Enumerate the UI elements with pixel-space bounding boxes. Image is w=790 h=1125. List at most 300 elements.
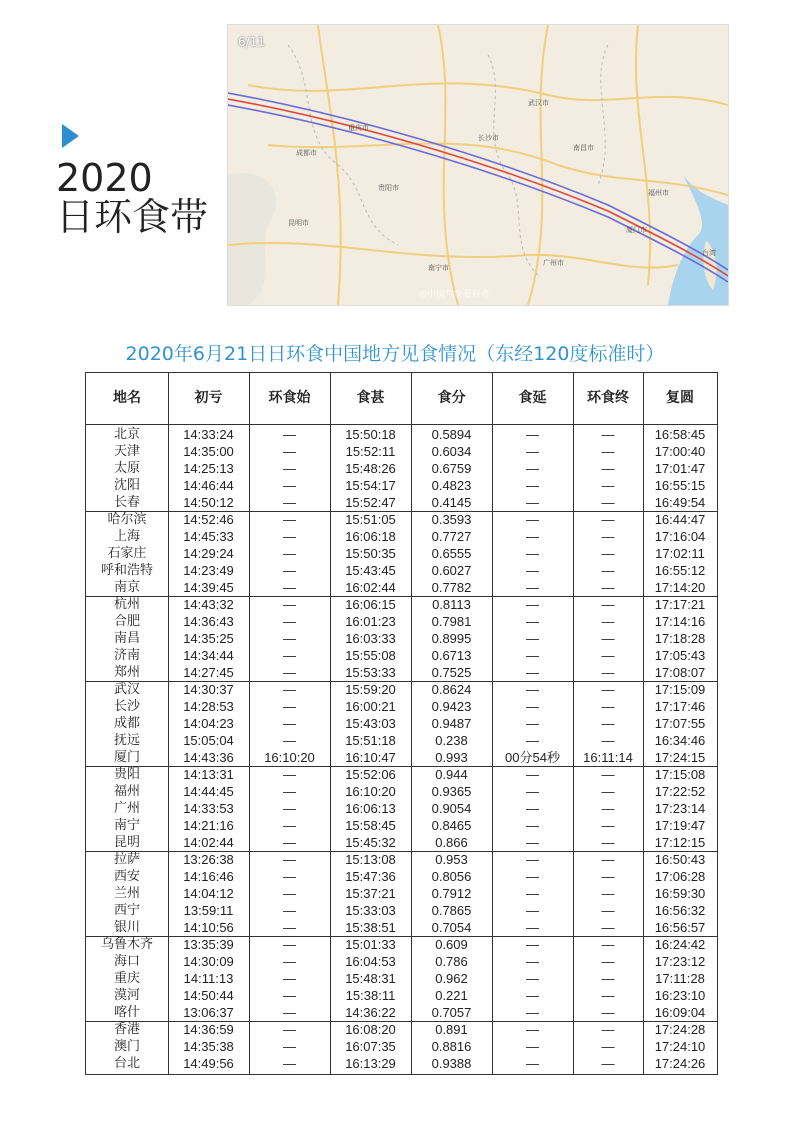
cell-annular-end: — (601, 801, 615, 816)
cell-last-contact: 16:55:15 (654, 478, 706, 493)
cell-first-contact: 14:44:45 (183, 784, 234, 799)
cell-maximum: 15:50:18 (345, 427, 396, 442)
cell-annular-begin: — (283, 733, 296, 748)
map-label-xiamen: 厦门市 (626, 226, 647, 234)
cell-first-contact: 14:35:00 (183, 444, 234, 459)
cell-duration: — (526, 886, 539, 901)
cell-location: 北京 (113, 427, 140, 442)
cell-annular-end: — (601, 648, 615, 663)
cell-magnitude: 0.6555 (431, 546, 472, 561)
cell-duration: — (526, 699, 539, 714)
cell-first-contact: 14:02:44 (183, 835, 234, 850)
table-row (86, 426, 717, 443)
cell-maximum: 15:51:05 (345, 512, 396, 527)
cell-annular-begin: — (283, 546, 296, 561)
cell-first-contact: 14:49:56 (183, 1056, 234, 1071)
cell-location: 太原 (113, 461, 140, 476)
cell-first-contact: 15:05:04 (183, 733, 234, 748)
cell-annular-begin: — (283, 920, 296, 935)
table-row (86, 511, 717, 528)
table-caption: 2020年6月21日日环食中国地方见食情况（东经120度标准时） (125, 343, 665, 365)
cell-location: 济南 (113, 648, 140, 663)
table-row (86, 783, 717, 800)
cell-annular-begin: — (283, 767, 296, 782)
cell-maximum: 15:55:08 (345, 648, 396, 663)
header-annular-end: 环食终 (587, 390, 629, 406)
cell-magnitude: 0.953 (435, 852, 468, 867)
cell-first-contact: 14:52:46 (183, 512, 234, 527)
cell-annular-begin: — (283, 716, 296, 731)
cell-last-contact: 16:49:54 (654, 495, 706, 510)
cell-annular-end: — (601, 1022, 615, 1037)
cell-maximum: 15:33:03 (345, 903, 396, 918)
cell-annular-begin: — (283, 903, 296, 918)
cell-annular-begin: — (283, 988, 296, 1003)
header-last-contact: 复圆 (666, 390, 694, 406)
cell-location: 成都 (113, 716, 140, 731)
cell-magnitude: 0.5894 (431, 427, 472, 442)
cell-magnitude: 0.962 (435, 971, 468, 986)
cell-annular-end: — (601, 580, 615, 595)
map-page-indicator: 6/11 (238, 35, 265, 49)
header-annular-begin: 环食始 (268, 390, 311, 406)
cell-last-contact: 17:06:28 (654, 869, 706, 884)
cell-maximum: 16:00:21 (345, 699, 396, 714)
cell-magnitude: 0.9365 (431, 784, 472, 799)
map-label-chongqing: 重庆市 (348, 124, 369, 132)
cell-last-contact: 17:05:43 (654, 648, 706, 663)
cell-annular-end: — (601, 835, 615, 850)
cell-maximum: 14:36:22 (345, 1005, 396, 1020)
cell-last-contact: 17:24:28 (654, 1022, 706, 1037)
cell-duration: — (526, 835, 539, 850)
cell-annular-end: — (601, 988, 615, 1003)
cell-location: 南昌 (113, 631, 140, 646)
cell-annular-begin: — (283, 886, 296, 901)
map-label-taiwan: 台湾 (702, 249, 716, 257)
table-row (86, 528, 717, 545)
table-row (86, 834, 717, 851)
cell-location: 银川 (113, 920, 140, 935)
table-row (86, 1055, 717, 1072)
cell-magnitude: 0.6759 (431, 461, 472, 476)
cell-magnitude: 0.9423 (431, 699, 472, 714)
cell-last-contact: 16:50:43 (654, 852, 706, 867)
cell-duration: — (526, 1039, 539, 1054)
cell-magnitude: 0.3593 (431, 512, 472, 527)
cell-annular-begin: — (283, 648, 296, 663)
cell-maximum: 15:54:17 (345, 478, 396, 493)
cell-annular-begin: — (283, 971, 296, 986)
cell-annular-begin: — (283, 801, 296, 816)
cell-annular-end: — (601, 954, 615, 969)
cell-duration: — (526, 852, 539, 867)
cell-duration: — (526, 903, 539, 918)
cell-maximum: 16:06:13 (345, 801, 396, 816)
cell-first-contact: 13:35:39 (183, 937, 234, 952)
table-row (86, 596, 717, 613)
cell-first-contact: 14:35:25 (183, 631, 234, 646)
cell-last-contact: 17:24:15 (654, 750, 706, 765)
table-row (86, 613, 717, 630)
cell-duration: — (526, 597, 539, 612)
cell-location: 郑州 (113, 665, 140, 680)
cell-location: 南宁 (113, 818, 140, 833)
cell-first-contact: 14:39:45 (183, 580, 234, 595)
cell-maximum: 15:43:03 (345, 716, 396, 731)
cell-annular-end: — (601, 920, 615, 935)
cell-duration: — (526, 920, 539, 935)
cell-location: 天津 (113, 444, 140, 459)
cell-magnitude: 0.4823 (431, 478, 472, 493)
map-label-guangzhou: 广州市 (543, 259, 564, 267)
cell-first-contact: 14:23:49 (183, 563, 234, 578)
table-row (86, 953, 717, 970)
cell-first-contact: 13:59:11 (183, 903, 234, 918)
table-row (86, 1038, 717, 1055)
cell-annular-end: — (601, 682, 615, 697)
cell-maximum: 16:13:29 (345, 1056, 396, 1071)
cell-magnitude: 0.7525 (431, 665, 472, 680)
cell-first-contact: 14:10:56 (183, 920, 234, 935)
cell-annular-end: — (601, 478, 615, 493)
cell-annular-begin: — (283, 529, 296, 544)
cell-last-contact: 16:09:04 (654, 1005, 706, 1020)
cell-first-contact: 14:30:09 (183, 954, 234, 969)
cell-last-contact: 16:58:45 (654, 427, 706, 442)
cell-maximum: 15:53:33 (345, 665, 396, 680)
cell-duration: — (526, 648, 539, 663)
cell-maximum: 16:02:44 (345, 580, 396, 595)
triangle-bullet-icon (62, 124, 79, 148)
cell-duration: — (526, 733, 539, 748)
cell-first-contact: 14:28:53 (183, 699, 234, 714)
cell-duration: — (526, 682, 539, 697)
cell-last-contact: 16:34:46 (654, 733, 706, 748)
cell-duration: — (526, 631, 539, 646)
cell-location: 漠河 (113, 988, 140, 1003)
cell-first-contact: 14:43:32 (183, 597, 234, 612)
cell-magnitude: 0.866 (435, 835, 468, 850)
heading-year: 2020 (56, 156, 153, 200)
cell-annular-end: — (601, 971, 615, 986)
cell-duration: — (526, 784, 539, 799)
cell-location: 上海 (113, 529, 140, 544)
cell-last-contact: 17:14:20 (654, 580, 706, 595)
cell-annular-begin: — (283, 614, 296, 629)
cell-duration: — (526, 1005, 539, 1020)
cell-last-contact: 17:00:40 (654, 444, 706, 459)
table-row (86, 749, 717, 766)
table-row (86, 545, 717, 562)
cell-duration: — (526, 1056, 539, 1071)
cell-duration: — (526, 580, 539, 595)
cell-duration: — (526, 767, 539, 782)
cell-duration: — (526, 614, 539, 629)
cell-annular-end: — (601, 495, 615, 510)
map-label-chengdu: 成都市 (296, 149, 317, 157)
cell-annular-begin: — (283, 1056, 296, 1071)
cell-annular-begin: — (283, 682, 296, 697)
cell-maximum: 15:51:18 (345, 733, 396, 748)
cell-first-contact: 14:50:12 (183, 495, 234, 510)
cell-annular-end: — (601, 1039, 615, 1054)
cell-annular-begin: — (283, 631, 296, 646)
table-row (86, 443, 717, 460)
cell-location: 乌鲁木齐 (100, 937, 153, 952)
cell-maximum: 15:37:21 (345, 886, 396, 901)
cell-last-contact: 17:15:09 (654, 682, 706, 697)
cell-magnitude: 0.7782 (431, 580, 472, 595)
cell-annular-end: — (601, 427, 615, 442)
cell-annular-end: — (601, 699, 615, 714)
cell-magnitude: 0.6713 (431, 648, 472, 663)
table-row (86, 715, 717, 732)
table-row (86, 936, 717, 953)
cell-annular-begin: — (283, 699, 296, 714)
cell-last-contact: 17:11:28 (655, 971, 705, 986)
cell-first-contact: 14:33:24 (183, 427, 234, 442)
cell-last-contact: 16:24:42 (654, 937, 706, 952)
table-row (86, 868, 717, 885)
cell-annular-begin: — (283, 852, 296, 867)
cell-maximum: 15:52:11 (345, 444, 396, 459)
cell-location: 南京 (113, 580, 140, 595)
header-first-contact: 初亏 (194, 390, 223, 406)
cell-maximum: 15:47:36 (345, 869, 396, 884)
cell-location: 福州 (113, 784, 140, 799)
cell-annular-end: — (601, 852, 615, 867)
cell-annular-begin: — (283, 563, 296, 578)
cell-first-contact: 14:50:44 (183, 988, 234, 1003)
cell-location: 长沙 (113, 699, 140, 714)
cell-maximum: 16:06:15 (345, 597, 396, 612)
cell-annular-end: — (601, 597, 615, 612)
cell-maximum: 15:13:08 (345, 852, 396, 867)
cell-annular-end: — (601, 631, 615, 646)
cell-last-contact: 17:17:21 (654, 597, 706, 612)
cell-magnitude: 0.8465 (431, 818, 472, 833)
cell-annular-begin: — (283, 512, 296, 527)
cell-first-contact: 14:33:53 (183, 801, 234, 816)
cell-annular-end: — (601, 461, 615, 476)
table-row (86, 647, 717, 664)
cell-magnitude: 0.7727 (431, 529, 472, 544)
cell-duration: — (526, 954, 539, 969)
table-row (86, 1004, 717, 1021)
cell-last-contact: 17:23:12 (654, 954, 706, 969)
cell-duration: — (526, 716, 539, 731)
header-location: 地名 (113, 390, 141, 406)
table-row (86, 970, 717, 987)
cell-duration: — (526, 546, 539, 561)
cell-magnitude: 0.609 (435, 937, 468, 952)
cell-first-contact: 14:46:44 (183, 478, 234, 493)
header-magnitude: 食分 (437, 390, 466, 406)
cell-last-contact: 17:19:47 (654, 818, 706, 833)
cell-annular-begin: — (283, 869, 296, 884)
cell-annular-begin: — (283, 1039, 296, 1054)
cell-annular-begin: 16:10:20 (264, 750, 315, 765)
cell-last-contact: 17:16:04 (654, 529, 706, 544)
table-row (86, 766, 717, 783)
cell-duration: — (526, 869, 539, 884)
cell-annular-end: — (601, 733, 615, 748)
cell-last-contact: 17:12:15 (654, 835, 706, 850)
cell-annular-end: — (601, 886, 615, 901)
cell-duration: — (526, 427, 539, 442)
table-row (86, 579, 717, 596)
cell-magnitude: 0.8816 (431, 1039, 472, 1054)
cell-duration: — (526, 971, 539, 986)
cell-duration: — (526, 818, 539, 833)
cell-annular-end: — (601, 444, 615, 459)
cell-annular-begin: — (283, 444, 296, 459)
cell-maximum: 16:08:20 (345, 1022, 396, 1037)
cell-last-contact: 17:23:14 (654, 801, 706, 816)
cell-first-contact: 14:43:36 (183, 750, 234, 765)
cell-first-contact: 14:35:38 (183, 1039, 234, 1054)
cell-duration: 00分54秒 (505, 750, 560, 765)
cell-maximum: 15:01:33 (345, 937, 396, 952)
cell-first-contact: 14:04:12 (183, 886, 234, 901)
cell-first-contact: 14:11:13 (183, 971, 234, 986)
cell-location: 沈阳 (113, 478, 140, 493)
cell-last-contact: 16:56:57 (654, 920, 706, 935)
cell-annular-begin: — (283, 495, 296, 510)
cell-last-contact: 17:02:11 (655, 546, 705, 561)
cell-location: 武汉 (113, 682, 140, 697)
table-row (86, 664, 717, 681)
map-label-kunming: 昆明市 (288, 219, 309, 227)
cell-magnitude: 0.786 (435, 954, 468, 969)
cell-annular-begin: — (283, 427, 296, 442)
cell-annular-end: — (601, 767, 615, 782)
map-label-guiyang: 贵阳市 (378, 184, 399, 192)
cell-duration: — (526, 665, 539, 680)
cell-last-contact: 16:56:32 (654, 903, 706, 918)
cell-duration: — (526, 529, 539, 544)
cell-maximum: 15:45:32 (345, 835, 396, 850)
cell-duration: — (526, 461, 539, 476)
cell-location: 海口 (113, 954, 140, 969)
cell-maximum: 16:07:35 (345, 1039, 396, 1054)
cell-annular-begin: — (283, 580, 296, 595)
cell-location: 合肥 (113, 614, 140, 629)
cell-magnitude: 0.7865 (431, 903, 472, 918)
cell-maximum: 15:58:45 (345, 818, 396, 833)
cell-maximum: 16:03:33 (345, 631, 396, 646)
table-row (86, 902, 717, 919)
cell-last-contact: 17:24:10 (654, 1039, 706, 1054)
cell-duration: — (526, 937, 539, 952)
cell-location: 石家庄 (107, 546, 147, 561)
table-row (86, 817, 717, 834)
cell-annular-begin: — (283, 937, 296, 952)
cell-annular-end: — (601, 512, 615, 527)
cell-maximum: 15:52:06 (345, 767, 396, 782)
cell-annular-end: — (601, 869, 615, 884)
cell-maximum: 15:52:47 (345, 495, 396, 510)
cell-location: 拉萨 (113, 852, 140, 867)
cell-maximum: 16:06:18 (345, 529, 396, 544)
cell-duration: — (526, 495, 539, 510)
table-row (86, 630, 717, 647)
cell-first-contact: 13:06:37 (183, 1005, 234, 1020)
cell-annular-end: — (601, 716, 615, 731)
cell-annular-end: — (601, 903, 615, 918)
cell-magnitude: 0.8113 (432, 597, 471, 612)
cell-duration: — (526, 988, 539, 1003)
header-duration: 食延 (518, 390, 547, 406)
table-row (86, 732, 717, 749)
cell-duration: — (526, 444, 539, 459)
cell-annular-begin: — (283, 1022, 296, 1037)
cell-magnitude: 0.7057 (431, 1005, 472, 1020)
cell-annular-begin: — (283, 461, 296, 476)
cell-annular-begin: — (283, 478, 296, 493)
cell-location: 抚远 (113, 733, 140, 748)
cell-magnitude: 0.6027 (431, 563, 472, 578)
map-label-nanchang: 南昌市 (573, 144, 594, 152)
cell-first-contact: 14:04:23 (183, 716, 234, 731)
cell-first-contact: 14:30:37 (183, 682, 234, 697)
cell-duration: — (526, 512, 539, 527)
cell-annular-begin: — (283, 784, 296, 799)
cell-magnitude: 0.8624 (431, 682, 472, 697)
cell-duration: — (526, 801, 539, 816)
cell-annular-end: — (601, 665, 615, 680)
cell-magnitude: 0.238 (435, 733, 468, 748)
cell-location: 澳门 (113, 1039, 140, 1054)
cell-location: 广州 (113, 801, 140, 816)
cell-maximum: 15:48:31 (345, 971, 396, 986)
table-row (86, 681, 717, 698)
cell-last-contact: 17:08:07 (654, 665, 706, 680)
heading-title: 日环食带 (56, 195, 209, 239)
cell-magnitude: 0.9388 (431, 1056, 472, 1071)
cell-location: 昆明 (113, 835, 140, 850)
cell-maximum: 15:48:26 (345, 461, 396, 476)
cell-maximum: 15:38:11 (345, 988, 396, 1003)
cell-annular-end: — (601, 614, 615, 629)
cell-last-contact: 16:44:47 (654, 512, 706, 527)
cell-last-contact: 17:18:28 (654, 631, 706, 646)
cell-last-contact: 17:22:52 (654, 784, 706, 799)
table-row (86, 562, 717, 579)
table-row (86, 698, 717, 715)
cell-first-contact: 14:25:13 (183, 461, 234, 476)
table-row (86, 477, 717, 494)
table-row (86, 919, 717, 936)
cell-magnitude: 0.891 (435, 1022, 468, 1037)
cell-magnitude: 0.9054 (431, 801, 472, 816)
map-watermark: @中国气象爱好者 (418, 290, 491, 300)
cell-maximum: 15:38:51 (345, 920, 396, 935)
cell-location: 重庆 (113, 971, 140, 986)
cell-last-contact: 17:14:16 (654, 614, 706, 629)
map-label-changsha: 长沙市 (478, 134, 499, 142)
cell-annular-end: 16:11:14 (583, 750, 633, 765)
cell-annular-begin: — (283, 835, 296, 850)
cell-last-contact: 16:23:10 (654, 988, 706, 1003)
cell-location: 呼和浩特 (100, 563, 153, 578)
cell-last-contact: 16:55:12 (654, 563, 706, 578)
cell-location: 贵阳 (113, 767, 140, 782)
cell-annular-end: — (601, 1005, 615, 1020)
cell-annular-begin: — (283, 954, 296, 969)
cell-first-contact: 14:21:16 (183, 818, 234, 833)
